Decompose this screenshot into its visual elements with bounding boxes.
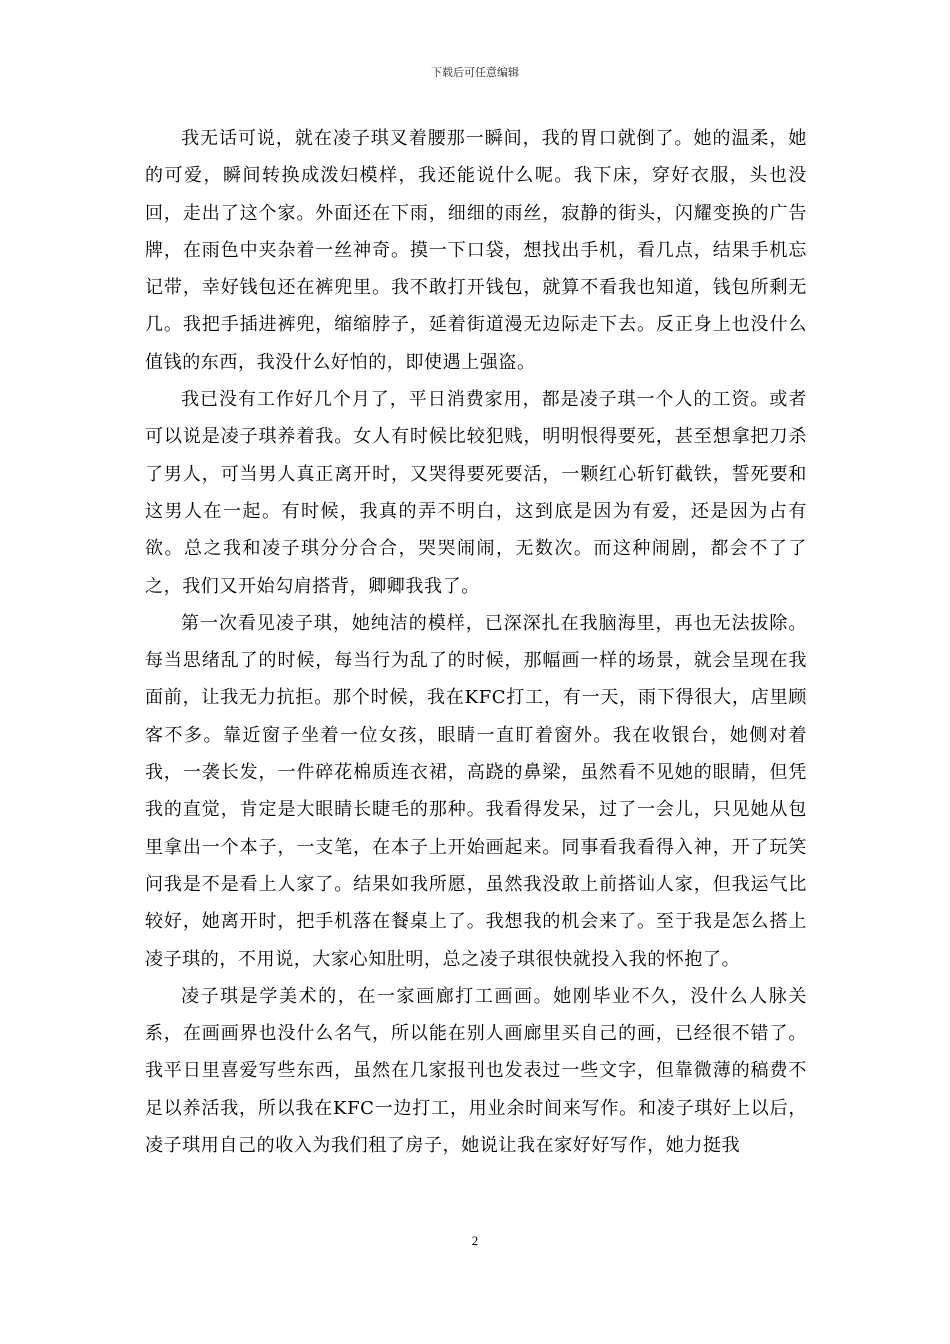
paragraph-3: 第一次看见凌子琪，她纯洁的模样，已深深扎在我脑海里，再也无法拔除。每当思绪乱了的时候，每当行为乱了的时候，那幅画一样的场景，就会呈现在我面前，让我无力抗拒。那个时候，我在KFC打工，有一天，雨下得很大，店里顾客不多。靠近窗子坐着一位女孩，眼睛一直盯着窗外。我在收银台，她侧对着我，一袭长发，一件碎花棉质连衣裙，高跷的鼻梁，虽然看不见她的眼睛，但凭我的直觉，肯定是大眼睛长睫毛的那种。我看得发呆，过了一会儿，只见她从包里拿出一个本子，一支笔，在本子上开始画起来。同事看我看得入神，开了玩笑问我是不是看上人家了。结果如我所愿，虽然我没敢上前搭讪人家，但我运气比较好，她离开时，把手机落在餐桌上了。我想我的机会来了。至于我是怎么搭上凌子琪的，不用说，大家心知肚明，总之凌子琪很快就投入我的怀抱了。 (145, 612, 807, 970)
paragraph-1: 我无话可说，就在凌子琪叉着腰那一瞬间，我的胃口就倒了。她的温柔，她的可爱，瞬间转换成泼妇模样，我还能说什么呢。我下床，穿好衣服，头也没回，走出了这个家。外面还在下雨，细细的雨丝，寂静的街头，闪耀变换的广告牌，在雨色中夹杂着一丝神奇。摸一下口袋，想找出手机，看几点，结果手机忘记带，幸好钱包还在裤兜里。我不敢打开钱包，就算不看我也知道，钱包所剩无几。我把手插进裤兜，缩缩脖子，延着街道漫无边际走下去。反正身上也没什么值钱的东西，我没什么好怕的，即使遇上强盗。 (145, 128, 807, 373)
body-text (145, 120, 807, 1164)
page-header: 下载后可任意编辑 (431, 66, 519, 79)
page-number: 2 (471, 1233, 479, 1248)
paragraph-2: 我已没有工作好几个月了，平日消费家用，都是凌子琪一个人的工资。或者可以说是凌子琪养着我。女人有时候比较犯贱，明明恨得要死，甚至想拿把刀杀了男人，可当男人真正离开时，又哭得要死要活，一颗红心斩钉截铁，誓死要和这男人在一起。有时候，我真的弄不明白，这到底是因为有爱，还是因为占有欲。总之我和凌子琪分分合合，哭哭闹闹，无数次。而这种闹剧，都会不了了之，我们又开始勾肩搭背，卿卿我我了。 (145, 389, 807, 597)
paragraph-4: 凌子琪是学美术的，在一家画廊打工画画。她刚毕业不久，没什么人脉关系，在画画界也没什么名气，所以能在别人画廊里买自己的画，已经很不错了。我平日里喜爱写些东西，虽然在几家报刊也发表过一些文字，但靠微薄的稿费不足以养活我，所以我在KFC一边打工，用业余时间来写作。和凌子琪好上以后，凌子琪用自己的收入为我们租了房子，她说让我在家好好写作，她力挺我 (145, 985, 807, 1157)
